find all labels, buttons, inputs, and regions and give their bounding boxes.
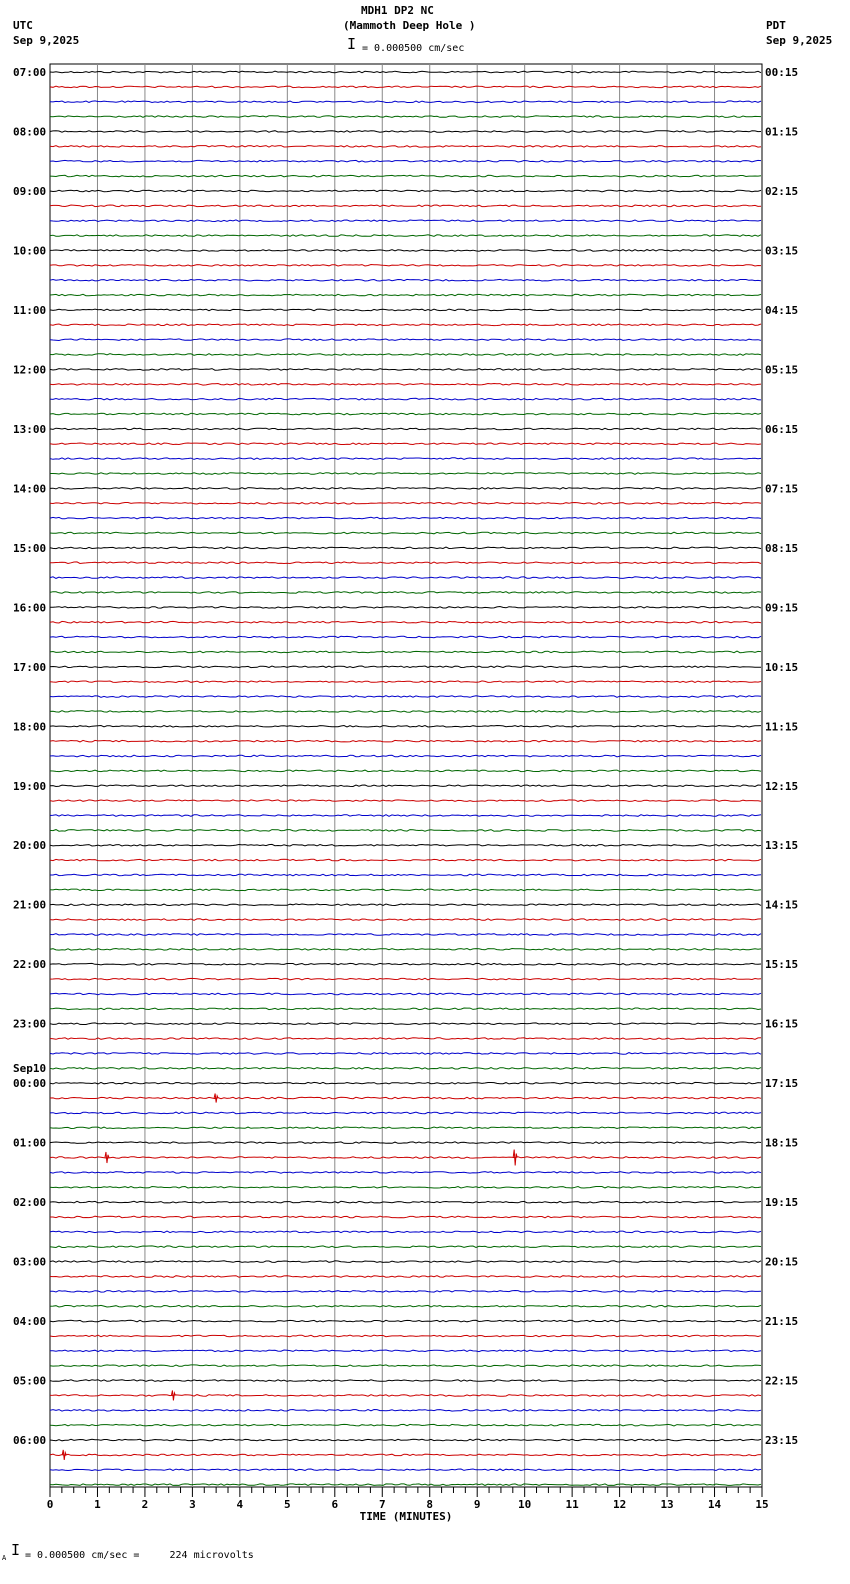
seismic-trace	[50, 1053, 761, 1055]
seismic-trace	[50, 473, 761, 475]
left-date: Sep 9,2025	[13, 34, 80, 47]
seismic-trace	[50, 607, 761, 609]
seismic-trace	[50, 1454, 761, 1456]
seismic-trace	[50, 1469, 761, 1471]
utc-hour-label: 08:00	[13, 125, 47, 139]
x-tick-label: 6	[331, 1498, 339, 1511]
x-tick-label: 0	[46, 1498, 54, 1511]
utc-hour-label: 11:00	[13, 303, 47, 317]
utc-hour-label: 03:00	[13, 1255, 47, 1269]
seismic-trace	[50, 428, 761, 430]
x-tick-label: 3	[189, 1498, 196, 1511]
seismic-trace	[50, 279, 761, 281]
seismic-trace	[50, 800, 761, 802]
footer-scale-label: = 0.000500 cm/sec = 224 microvolts	[25, 1550, 254, 1561]
utc-hour-label: 16:00	[13, 601, 47, 615]
plot-traces	[50, 71, 761, 1485]
utc-hour-label: 00:00	[13, 1077, 47, 1091]
x-tick-label: 5	[284, 1498, 291, 1511]
pdt-hour-label: 11:15	[765, 720, 799, 734]
seismic-trace	[50, 71, 761, 73]
seismic-trace	[50, 413, 761, 415]
pdt-hour-label: 22:15	[765, 1374, 799, 1388]
seismic-trace	[50, 963, 761, 965]
seismic-trace	[50, 740, 761, 742]
seismic-trace	[50, 547, 761, 549]
seismic-trace	[50, 681, 761, 683]
pdt-hour-label: 19:15	[765, 1196, 799, 1210]
station-title: MDH1 DP2 NC	[361, 4, 434, 17]
seismic-trace	[50, 1246, 761, 1248]
pdt-hour-label: 21:15	[765, 1315, 799, 1329]
seismic-trace	[50, 1201, 761, 1203]
x-tick-label: 14	[707, 1498, 722, 1511]
right-date: Sep 9,2025	[766, 34, 833, 47]
seismic-trace	[50, 1380, 761, 1382]
seismic-trace	[50, 309, 761, 311]
pdt-hour-label: 14:15	[765, 898, 799, 912]
utc-hour-label: 13:00	[13, 422, 47, 436]
date-change-label: Sep10	[13, 1062, 47, 1076]
seismic-trace	[50, 1276, 761, 1278]
seismic-trace	[50, 532, 761, 534]
pdt-hour-label: 16:15	[765, 1017, 799, 1031]
pdt-hour-label: 03:15	[765, 244, 799, 258]
x-axis-label: TIME (MINUTES)	[359, 1510, 453, 1523]
seismic-trace	[50, 577, 761, 579]
seismic-trace	[50, 488, 761, 490]
seismic-trace	[50, 592, 761, 594]
utc-hour-label: 01:00	[13, 1136, 47, 1150]
seismic-trace	[50, 919, 761, 921]
seismic-trace	[50, 949, 761, 951]
pdt-hour-label: 00:15	[765, 66, 799, 79]
utc-hour-label: 09:00	[13, 184, 47, 198]
seismic-trace	[50, 711, 761, 713]
seismic-trace	[50, 1231, 761, 1233]
footer-scale-prefix: A	[2, 1554, 7, 1562]
x-tick-label: 11	[565, 1498, 579, 1511]
seismic-trace	[50, 1082, 761, 1084]
right-timezone: PDT	[766, 19, 786, 32]
seismic-trace	[50, 889, 761, 891]
x-tick-label: 2	[141, 1498, 149, 1511]
pdt-hour-label: 12:15	[765, 779, 799, 793]
seismic-trace	[50, 116, 761, 118]
seismic-trace	[50, 190, 761, 192]
seismic-trace	[50, 86, 761, 88]
seismic-trace	[50, 443, 761, 445]
utc-hour-label: 14:00	[13, 482, 47, 496]
utc-hour-label: 22:00	[13, 958, 47, 972]
seismic-trace	[50, 294, 761, 296]
x-tick-label: 1	[94, 1498, 101, 1511]
seismic-trace	[50, 993, 761, 995]
seismic-trace	[50, 904, 761, 906]
seismic-trace	[50, 1365, 761, 1367]
seismic-trace	[50, 160, 761, 162]
utc-hour-label: 10:00	[13, 244, 47, 258]
seismic-trace	[50, 1439, 761, 1441]
seismic-trace	[50, 1335, 761, 1337]
x-tick-label: 15	[755, 1498, 769, 1511]
seismic-trace	[50, 562, 761, 564]
seismic-trace	[50, 146, 761, 148]
seismic-trace	[50, 1305, 761, 1307]
seismic-trace	[50, 844, 761, 846]
scale-label: = 0.000500 cm/sec	[362, 43, 465, 54]
pdt-hour-label: 20:15	[765, 1255, 799, 1269]
utc-hour-label: 04:00	[13, 1315, 47, 1329]
utc-hour-label: 21:00	[13, 898, 47, 912]
seismic-trace	[50, 636, 761, 638]
seismic-trace	[50, 874, 761, 876]
seismic-trace	[50, 1484, 761, 1486]
seismic-trace	[50, 859, 761, 861]
pdt-hour-label: 07:15	[765, 482, 799, 496]
plot-labels	[13, 66, 798, 1523]
seismic-trace	[50, 726, 761, 728]
seismic-trace	[50, 696, 761, 698]
utc-hour-label: 02:00	[13, 1196, 47, 1210]
pdt-hour-label: 23:15	[765, 1434, 799, 1448]
seismic-trace	[50, 1291, 761, 1293]
seismic-trace	[50, 250, 761, 252]
seismic-trace	[50, 815, 761, 817]
seismic-trace	[50, 1187, 761, 1189]
pdt-hour-label: 01:15	[765, 125, 799, 139]
x-tick-label: 13	[660, 1498, 674, 1511]
pdt-hour-label: 13:15	[765, 839, 799, 853]
pdt-hour-label: 10:15	[765, 660, 799, 674]
seismic-trace	[50, 1424, 761, 1426]
seismic-trace	[50, 666, 761, 668]
seismic-trace	[50, 830, 761, 832]
pdt-hour-label: 18:15	[765, 1136, 799, 1150]
seismic-trace	[50, 1410, 761, 1412]
seismic-trace	[50, 1142, 761, 1144]
seismic-trace	[50, 503, 761, 505]
pdt-hour-label: 15:15	[765, 958, 799, 972]
utc-hour-label: 23:00	[13, 1017, 47, 1031]
seismic-trace	[50, 384, 761, 386]
plot-grid	[50, 64, 762, 1487]
scale-bar-icon: I	[347, 35, 357, 53]
pdt-hour-label: 17:15	[765, 1077, 799, 1091]
pdt-hour-label: 04:15	[765, 303, 799, 317]
utc-hour-label: 19:00	[13, 779, 47, 793]
utc-hour-label: 18:00	[13, 720, 47, 734]
seismic-trace	[50, 339, 761, 341]
x-tick-label: 4	[236, 1498, 244, 1511]
seismic-trace	[50, 1097, 761, 1099]
seismic-trace	[50, 205, 761, 207]
x-tick-label: 8	[426, 1498, 434, 1511]
utc-hour-label: 05:00	[13, 1374, 47, 1388]
seismic-trace	[50, 398, 761, 400]
seismic-trace	[50, 621, 761, 623]
pdt-hour-label: 09:15	[765, 601, 799, 615]
seismic-trace	[50, 785, 761, 787]
utc-hour-label: 20:00	[13, 839, 47, 853]
pdt-hour-label: 06:15	[765, 422, 799, 436]
pdt-hour-label: 05:15	[765, 363, 799, 377]
seismic-trace	[50, 175, 761, 177]
seismic-trace	[50, 458, 761, 460]
seismic-trace	[50, 934, 761, 936]
utc-hour-label: 07:00	[13, 66, 47, 79]
seismic-trace	[50, 770, 761, 772]
seismic-trace	[50, 1261, 761, 1263]
seismic-trace	[50, 517, 761, 519]
x-tick-label: 10	[518, 1498, 532, 1511]
x-tick-label: 9	[473, 1498, 481, 1511]
seismic-trace	[50, 354, 761, 356]
seismic-trace	[50, 1395, 761, 1397]
seismic-trace	[50, 1112, 761, 1114]
seismic-trace	[50, 1008, 761, 1010]
left-timezone: UTC	[13, 19, 33, 32]
seismic-trace	[50, 1350, 761, 1352]
plot-frame	[50, 64, 762, 1487]
seismic-trace	[50, 369, 761, 371]
seismic-trace	[50, 324, 761, 326]
utc-hour-label: 12:00	[13, 363, 47, 377]
seismic-trace	[50, 1320, 761, 1322]
footer-scale-bar-icon: I	[11, 1541, 21, 1559]
seismic-trace	[50, 755, 761, 757]
pdt-hour-label: 02:15	[765, 184, 799, 198]
seismic-trace	[50, 265, 761, 267]
station-location: (Mammoth Deep Hole )	[343, 19, 476, 32]
seismic-trace	[50, 1216, 761, 1218]
utc-hour-label: 17:00	[13, 660, 47, 674]
seismic-trace	[50, 1127, 761, 1129]
utc-hour-label: 06:00	[13, 1434, 47, 1448]
seismic-trace	[50, 1068, 761, 1070]
seismic-trace	[50, 651, 761, 653]
seismic-trace	[50, 1157, 761, 1159]
utc-hour-label: 15:00	[13, 541, 47, 555]
seismic-trace	[50, 1023, 761, 1025]
x-tick-label: 7	[378, 1498, 386, 1511]
seismic-trace	[50, 978, 761, 980]
pdt-hour-label: 08:15	[765, 541, 799, 555]
seismic-trace	[50, 220, 761, 222]
x-tick-label: 12	[612, 1498, 627, 1511]
seismic-trace	[50, 1038, 761, 1040]
seismic-trace	[50, 131, 761, 133]
seismic-trace	[50, 235, 761, 237]
seismic-trace	[50, 101, 761, 103]
seismic-trace	[50, 1172, 761, 1174]
